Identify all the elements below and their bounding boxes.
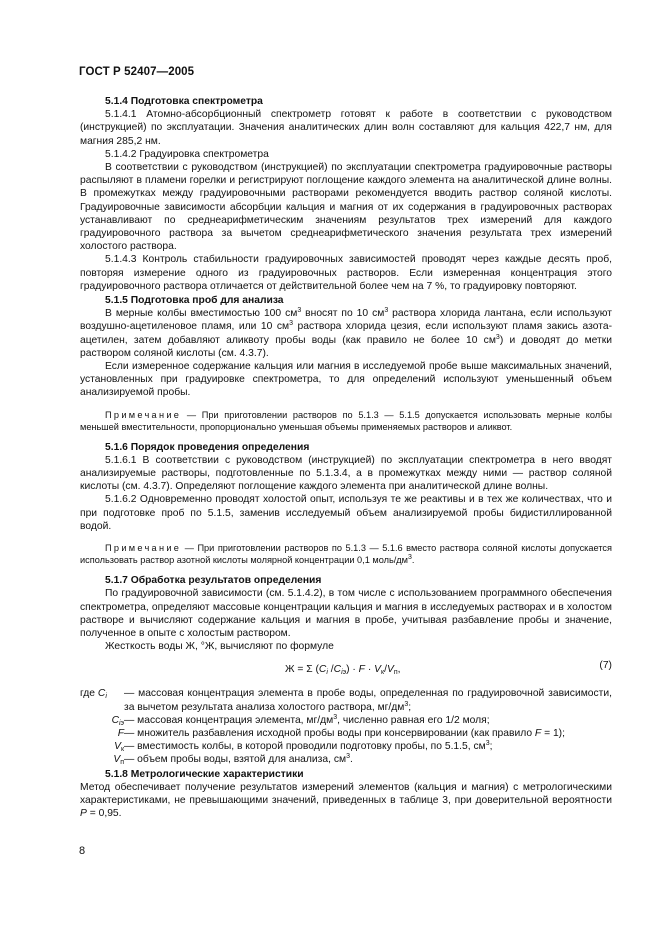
paragraph: 5.1.4.2 Градуировка спектрометра: [105, 148, 269, 160]
formula-number: (7): [599, 660, 612, 672]
standard-header: ГОСТ Р 52407—2005: [79, 66, 195, 78]
note-label: Примечание: [105, 543, 182, 554]
page-number: 8: [79, 845, 86, 857]
document-body: [80, 94, 612, 820]
paragraph: Жесткость воды Ж, °Ж, вычисляют по формуле: [105, 641, 334, 653]
paragraph: По градуировочной зависимости (см. 5.1.4.2), в том числе с использованием программного обеспечения спектрометра, определяют массовые концентрации кальция и магния в исследуемых растворах и в холостом растворе и вычисляют содержание кальция и магния в пробе, учитывая разбавление пробы и значение, полученное в опыте с холостым раствором.: [80, 588, 612, 639]
paragraph: В мерные колбы вместимостью 100 $см^3$ вносят по 10 $см^3$ раствора хлорида лантана, если используют воздушно-ацетиленовое пламя, или 10 $см^3$ раствора хлорида цезия, если используют пламя закись азота-ацетилен, затем добавляют аликвоту пробы воды (как правило не более 10 $см^3$) и доводят до метки раствором соляной кислоты (см. 4.3.7).: [80, 307, 613, 359]
section-heading-5-1-7: 5.1.7 Обработка результатов определения: [105, 575, 322, 587]
section-heading-5-1-6: 5.1.6 Порядок проведения определения: [105, 441, 310, 453]
definition-item: F — множитель разбавления исходной пробы воды при консервировании (как правило F = 1);: [117, 727, 565, 739]
paragraph: Метод обеспечивает получение результатов измерений элементов (кальция и магния) с метрологическими характеристиками, не превышающими значений, приведенных в таблице 3, при доверительной вероятности P = 0,95.: [80, 781, 612, 820]
formula-definitions: [80, 687, 612, 766]
paragraph: 5.1.6.2 Одновременно проводят холостой опыт, используя те же реактивы и в тех же количествах, что и при подготовке проб по 5.1.5, заменив исследуемый объем анализируемой пробы бидистиллированной водой.: [80, 494, 612, 532]
section-heading-5-1-8: 5.1.8 Метрологические характеристики: [105, 768, 304, 780]
definition-item: $C_{iэ}$ — массовая концентрация элемента, $мг/дм^3$, численно равная его 1/2 моля;: [111, 713, 490, 727]
definition-item: где $C_i$ — массовая концентрация элемента в пробе воды, определенная по градуировочной зависимости, за вычетом результата анализа холостого раствора, $мг/дм^3$;: [80, 688, 612, 713]
paragraph: 5.1.6.1 В соответствии с руководством (инструкцией) по эксплуатации спектрометра в него вводят анализируемые растворы, подготовленные по 5.1.3.4, а в промежутках между ними — раствор соляной кислоты (см. 4.3.7). Определяют поглощение каждого элемента при аналитической длине волны.: [80, 454, 612, 493]
definition-item: $V_к$ — вместимость колбы, в которой проводили подготовку пробы, по 5.1.5, $см^3$;: [114, 740, 493, 754]
paragraph: 5.1.4.1 Атомно-абсорбционный спектрометр готовят к работе в соответствии с руководством (инструкцией) по эксплуатации. Значения аналитических длин волн составляют для кальция 422,7 нм, для магния 285,2 нм.: [80, 109, 612, 147]
paragraph: Если измеренное содержание кальция или магния в исследуемой пробе выше максимальных значений, установленных при градуировке спектрометра, то для определений используют уменьшенный объем анализируемой пробы.: [80, 361, 612, 399]
section-heading-5-1-5: 5.1.5 Подготовка проб для анализа: [105, 295, 284, 307]
note-label: Примечание: [105, 409, 182, 420]
note: Примечание — При приготовлении растворов по 5.1.3 — 5.1.5 допускается использовать мерные колбы меньшей вместительности, пропорционально уменьшая объемы применяемых растворов и аликвот.: [80, 409, 612, 432]
formula-7: [80, 659, 612, 683]
definition-item: $V_п$ — объем пробы воды, взятой для анализа, $см^3$.: [113, 753, 353, 767]
section-heading-5-1-4: 5.1.4 Подготовка спектрометра: [105, 96, 263, 107]
formula-expression: Ж = Σ ($C_i$ $/C_{iэ}) \cdot F \cdot V_к/V_п$,: [285, 664, 401, 677]
note: Примечание — При приготовлении растворов по 5.1.3 — 5.1.6 вместо раствора соляной кислоты допускается использовать раствор азотной кислоты молярной концентрации 0,1 моль/$дм^3$.: [80, 543, 612, 566]
paragraph: В соответствии с руководством (инструкцией) по эксплуатации спектрометра градуировочные растворы распыляют в пламени горелки и регистрируют поглощение каждого элемента на аналитической длине волны. В промежутках между градуировочными растворами рекомендуется вводить раствор соляной кислоты. Градуировочные зависимости абсорбции кальция и магния от их содержания в градуировочных растворах устанавливают по среднеарифметическим значениям результатов трех измерений для каждого градуировочного раствора за вычетом среднеарифметического значения результата трех измерений холостого раствора.: [80, 162, 612, 253]
paragraph: 5.1.4.3 Контроль стабильности градуировочных зависимостей проводят через каждые десять проб, повторяя измерение одного из градуировочных растворов. Если измеренная концентрация этого градуировочного раствора отличается от действительной более чем на 7 %, то градуировку повторяют.: [80, 254, 612, 292]
